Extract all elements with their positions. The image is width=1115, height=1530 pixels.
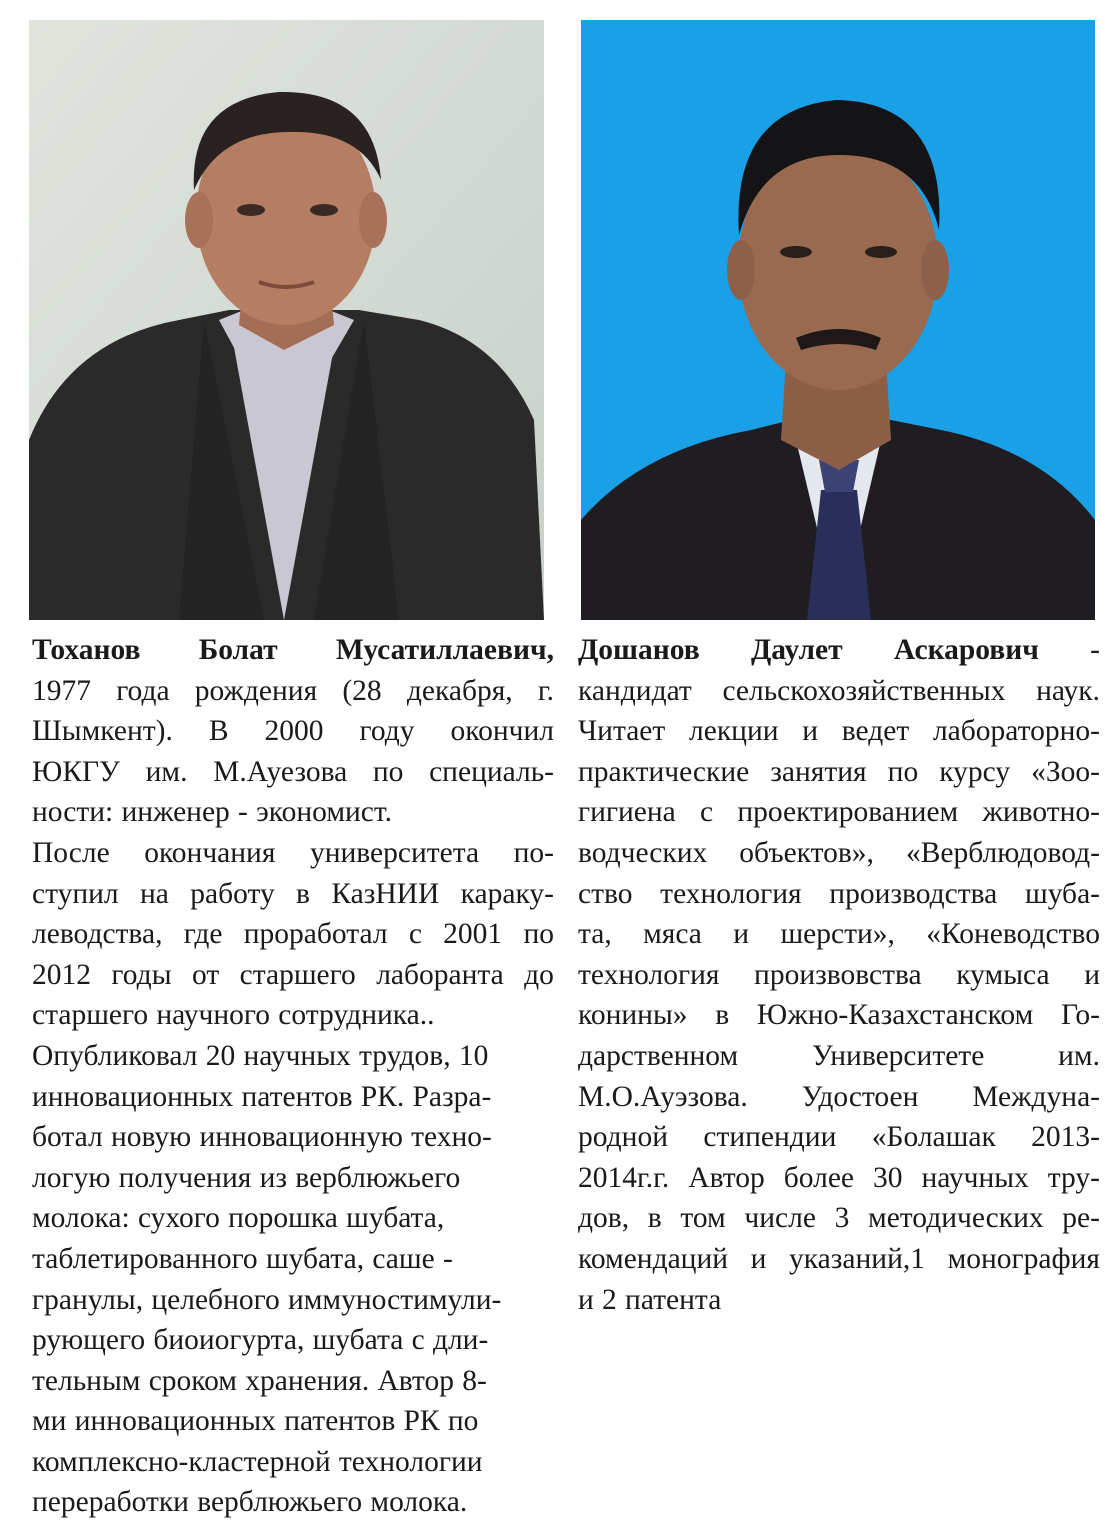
bio-word: та, xyxy=(578,918,612,951)
bio-line xyxy=(32,1482,554,1523)
bio-word: сотрудника.. xyxy=(278,999,435,1032)
bio-line xyxy=(32,833,554,874)
bio-line xyxy=(578,792,1100,833)
bio-word: инженер xyxy=(121,796,230,829)
bio-line xyxy=(32,1280,554,1321)
bio-word: - xyxy=(442,1242,453,1275)
bio-word: - xyxy=(1090,634,1100,666)
bio-word: Южно-Казахстанском xyxy=(756,999,1034,1032)
bio-word: лаборанта xyxy=(376,958,504,991)
bio-word: ство xyxy=(578,877,633,910)
bio-word: рождения xyxy=(194,674,318,707)
bio-word: том xyxy=(680,1202,726,1235)
bio-word: порошка xyxy=(228,1202,338,1235)
bio-word: по xyxy=(523,918,554,951)
bio-word: и xyxy=(1084,958,1100,991)
bio-word: в xyxy=(296,877,310,910)
bio-word: Университете xyxy=(811,1039,985,1072)
bio-word: верблюжьего xyxy=(295,1161,461,1194)
bio-word: окончания xyxy=(144,836,276,869)
bio-word: молока. xyxy=(370,1486,468,1519)
bio-word: лабораторно- xyxy=(932,715,1100,748)
bio-word: им. xyxy=(145,755,188,788)
bio-line xyxy=(32,1442,554,1483)
bio-word: ступил xyxy=(32,877,119,910)
bio-word: производства xyxy=(829,877,998,910)
photo-tokhanov xyxy=(29,20,544,620)
bio-word: После xyxy=(32,836,110,869)
bio-word: М.Ауезова xyxy=(213,755,348,788)
bio-line xyxy=(32,1401,554,1442)
bio-word: ботал xyxy=(32,1121,103,1154)
bio-line xyxy=(32,1239,554,1280)
bio-word: Автор xyxy=(377,1364,454,1397)
bio-word: - xyxy=(238,796,248,829)
bio-word: с xyxy=(411,1324,425,1357)
bio-word: в xyxy=(715,999,730,1032)
bio-word: монография xyxy=(947,1242,1100,1275)
bio-line xyxy=(32,995,554,1036)
bio-line xyxy=(32,671,554,712)
bio-line xyxy=(32,1036,554,1077)
bio-word: проектированием xyxy=(737,796,959,829)
bio-line xyxy=(578,914,1100,955)
bio-word: гранулы, xyxy=(32,1283,144,1316)
bio-line xyxy=(32,1117,554,1158)
bio-line xyxy=(32,874,554,915)
bio-word: шубата, xyxy=(265,1242,365,1275)
bio-word: старшего xyxy=(32,999,149,1032)
bio-word: и xyxy=(802,715,819,748)
bio-word: Удостоен xyxy=(801,1080,919,1113)
bio-word: 2000 xyxy=(264,715,324,748)
bio-line xyxy=(578,833,1100,874)
bio-word: проработал xyxy=(243,918,388,951)
portrait-image xyxy=(581,20,1095,620)
bio-word: стипендии xyxy=(703,1121,837,1154)
bio-word: леводства, xyxy=(32,918,163,951)
bio-word: караку- xyxy=(460,877,554,910)
bio-word: ЮКГУ xyxy=(32,755,120,788)
bio-word: патентов xyxy=(241,1080,353,1113)
bio-word: и xyxy=(578,1283,594,1316)
bio-word: дарственном xyxy=(578,1039,739,1072)
bio-word: по- xyxy=(513,836,554,869)
bio-word: Разра- xyxy=(412,1080,492,1113)
portrait-image xyxy=(29,20,544,620)
bio-doshanov xyxy=(578,630,1100,1320)
bio-word: Болат xyxy=(198,634,278,666)
bio-word: шерсти», xyxy=(780,918,895,951)
bio-word: водческих xyxy=(578,836,708,869)
bio-word: ности: xyxy=(32,796,114,829)
bio-word: шубата, xyxy=(346,1202,445,1235)
bio-word: по xyxy=(372,755,404,788)
bio-word: технологии xyxy=(338,1445,483,1478)
bio-word: по xyxy=(447,1405,479,1438)
photo-doshanov xyxy=(581,20,1095,620)
bio-word: «Зоо- xyxy=(1031,755,1100,788)
bio-word: Шымкент). xyxy=(32,715,173,748)
bio-word: экономист. xyxy=(256,796,392,829)
bio-word: 2013- xyxy=(1031,1121,1100,1154)
bio-word: окончил xyxy=(450,715,554,748)
bio-word: В xyxy=(208,715,229,748)
bio-word: КазНИИ xyxy=(331,877,440,910)
bio-line xyxy=(32,711,554,752)
bio-word: года xyxy=(116,674,170,707)
bio-word: на xyxy=(140,877,169,910)
bio-word: комендаций xyxy=(578,1242,729,1275)
bio-word: до xyxy=(524,958,554,991)
bio-word: с xyxy=(408,918,422,951)
bio-word: новую xyxy=(110,1121,192,1154)
bio-word: 20 xyxy=(205,1039,236,1072)
bio-word: декабря, xyxy=(406,674,513,707)
bio-word: инновационных xyxy=(74,1405,276,1438)
bio-line xyxy=(578,874,1100,915)
bio-word: мяса xyxy=(643,918,702,951)
bio-word: патента xyxy=(625,1283,722,1316)
bio-word: занятия xyxy=(770,755,867,788)
bio-word: 2001 xyxy=(443,918,503,951)
bio-word: Междуна- xyxy=(972,1080,1100,1113)
bio-word: Даулет xyxy=(750,634,843,666)
bio-line xyxy=(32,1158,554,1199)
bio-word: году xyxy=(359,715,415,748)
bio-word: в xyxy=(647,1202,662,1235)
bio-word: сроком xyxy=(148,1364,237,1397)
bio-word: «Коневодство xyxy=(926,918,1100,951)
bio-word: саше xyxy=(372,1242,435,1275)
bio-word: наук. xyxy=(1036,674,1100,707)
bio-word: таблетированного xyxy=(32,1242,258,1275)
bio-word: Дошанов xyxy=(578,634,700,666)
bio-word: трудов, xyxy=(359,1039,451,1072)
bio-word: 2 xyxy=(602,1283,617,1316)
bio-word: М.О.Ауэзова. xyxy=(578,1080,748,1113)
bio-word: ведет xyxy=(841,715,910,748)
bio-line xyxy=(578,671,1100,712)
bio-word: им. xyxy=(1058,1039,1100,1072)
bio-word: и xyxy=(750,1242,767,1275)
bio-word: практические xyxy=(578,755,750,788)
bio-word: ми xyxy=(32,1405,67,1438)
bio-line xyxy=(578,1198,1100,1239)
bio-line xyxy=(32,630,554,671)
bio-word: более xyxy=(783,1161,855,1194)
bio-tokhanov xyxy=(32,630,554,1523)
bio-word: старшего xyxy=(239,958,356,991)
bio-word: конины» xyxy=(578,999,688,1032)
bio-word: тру- xyxy=(1047,1161,1100,1194)
bio-line xyxy=(578,752,1100,793)
bio-word: шубата xyxy=(312,1324,404,1357)
bio-line xyxy=(32,1077,554,1118)
bio-word: инновационных xyxy=(32,1080,234,1113)
bio-word: 1977 xyxy=(32,674,91,707)
bio-word: курсу xyxy=(939,755,1011,788)
bio-line xyxy=(578,630,1100,671)
bio-word: переработки xyxy=(32,1486,189,1519)
bio-word: технология xyxy=(660,877,802,910)
bio-word: Автор xyxy=(688,1161,765,1194)
bio-word: научного xyxy=(156,999,270,1032)
bio-line xyxy=(32,1198,554,1239)
bio-word: из xyxy=(259,1161,288,1194)
bio-word: университета xyxy=(309,836,480,869)
bio-word: сельскохозяйственных xyxy=(722,674,1006,707)
bio-word: ре- xyxy=(1062,1202,1100,1235)
bio-word: произвовства xyxy=(754,958,922,991)
bio-word: 2014г.г. xyxy=(578,1161,670,1194)
bio-word: годы xyxy=(111,958,172,991)
bio-word: дли- xyxy=(432,1324,489,1357)
bio-word: 10 xyxy=(458,1039,489,1072)
bio-line xyxy=(32,752,554,793)
bio-word: Аскарович xyxy=(893,634,1039,666)
bio-word: животно- xyxy=(982,796,1100,829)
bio-line xyxy=(32,955,554,996)
bio-word: сухого xyxy=(137,1202,220,1235)
bio-word: с xyxy=(700,796,714,829)
bio-word: инновационную xyxy=(199,1121,403,1154)
bio-line xyxy=(578,1036,1100,1077)
bio-word: кандидат xyxy=(578,674,692,707)
bio-word: иммуностимули- xyxy=(287,1283,502,1316)
bio-word: целебного xyxy=(151,1283,280,1316)
bio-line xyxy=(578,1239,1100,1280)
bio-word: Опубликовал xyxy=(32,1039,198,1072)
bio-word: по xyxy=(887,755,919,788)
bio-word: кумыса xyxy=(956,958,1050,991)
bio-line xyxy=(578,995,1100,1036)
bio-word: Го- xyxy=(1060,999,1100,1032)
bio-word: рующего xyxy=(32,1324,146,1357)
bio-word: дов, xyxy=(578,1202,630,1235)
bio-line xyxy=(578,1158,1100,1199)
bio-word: патентов xyxy=(284,1405,396,1438)
bio-word: от xyxy=(191,958,220,991)
bio-word: 30 xyxy=(873,1161,903,1194)
bio-word: технология xyxy=(578,958,720,991)
bio-word: комплексно-кластерной xyxy=(32,1445,331,1478)
bio-word: шуба- xyxy=(1024,877,1100,910)
bio-line xyxy=(578,1117,1100,1158)
bio-line xyxy=(32,914,554,955)
bio-word: РК xyxy=(403,1405,440,1438)
bio-word: научных xyxy=(921,1161,1029,1194)
bio-word: техно- xyxy=(411,1121,492,1154)
bio-word: тельным xyxy=(32,1364,141,1397)
bio-word: г. xyxy=(537,674,554,707)
bio-word: родной xyxy=(578,1121,668,1154)
bio-word: гигиена xyxy=(578,796,676,829)
bio-word: хранения. xyxy=(245,1364,370,1397)
bio-word: и xyxy=(733,918,750,951)
bio-word: молока: xyxy=(32,1202,130,1235)
bio-word: «Болашак xyxy=(871,1121,996,1154)
bio-line xyxy=(32,1361,554,1402)
bio-word: лекции xyxy=(689,715,779,748)
bio-word: Читает xyxy=(578,715,666,748)
bio-line xyxy=(32,1320,554,1361)
bio-word: «Верблюдовод- xyxy=(905,836,1100,869)
bio-line xyxy=(578,1077,1100,1118)
bio-word: биоиогурта, xyxy=(153,1324,305,1357)
bio-line xyxy=(578,711,1100,752)
bio-word: объектов», xyxy=(739,836,874,869)
bio-word: Тоханов xyxy=(32,634,141,666)
bio-word: верблюжьего xyxy=(197,1486,363,1519)
bio-word: РК. xyxy=(360,1080,405,1113)
bio-word: 2012 xyxy=(32,958,91,991)
bio-word: методических xyxy=(868,1202,1044,1235)
bio-word: числе xyxy=(744,1202,816,1235)
bio-word: специаль- xyxy=(429,755,554,788)
bio-word: где xyxy=(183,918,223,951)
bio-word: Мусатиллаевич, xyxy=(335,634,554,666)
bio-word: 8- xyxy=(462,1364,487,1397)
bio-word: указаний,1 xyxy=(789,1242,925,1275)
bio-word: 3 xyxy=(834,1202,850,1235)
bio-word: научных xyxy=(243,1039,351,1072)
bio-word: логую xyxy=(32,1161,111,1194)
bio-word: получения xyxy=(118,1161,252,1194)
bio-line xyxy=(578,1280,1100,1321)
bio-word: работу xyxy=(190,877,275,910)
bio-line xyxy=(578,955,1100,996)
bio-word: (28 xyxy=(342,674,382,707)
bio-line xyxy=(32,792,554,833)
